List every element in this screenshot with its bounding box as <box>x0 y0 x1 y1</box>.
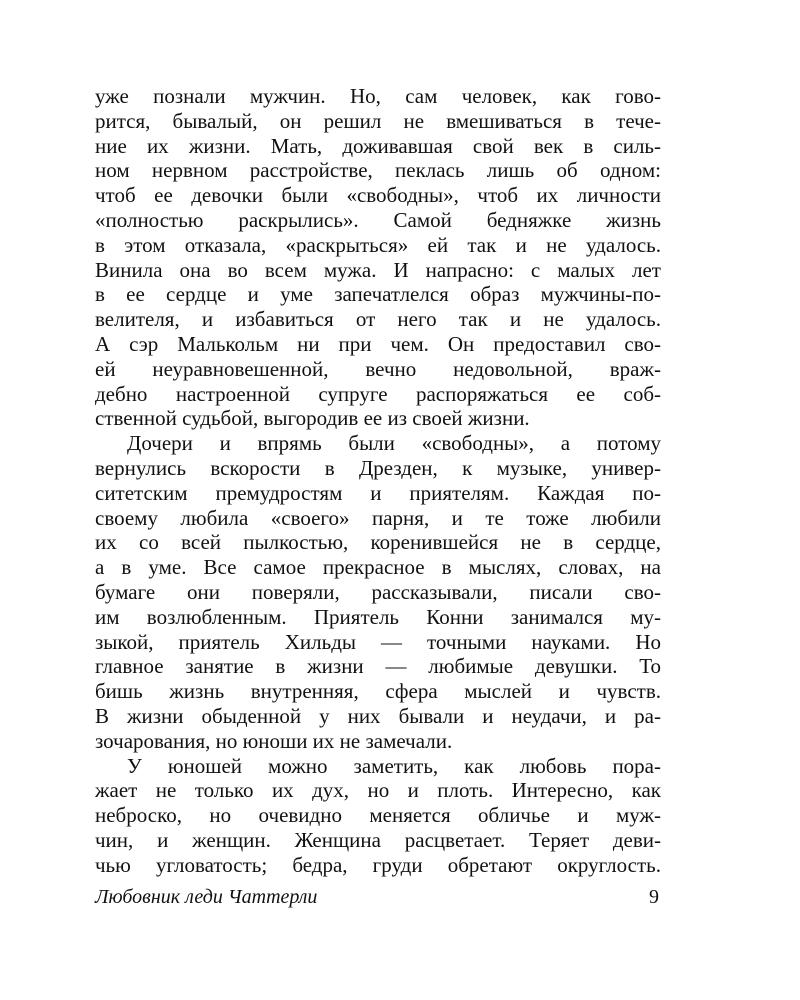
text-line: уже познали мужчин. Но, сам человек, как гово- <box>95 84 661 108</box>
text-line: В жизни обыденной у них бывали и неудачи, и ра- <box>95 703 661 728</box>
text-line: зочарования, но юноши их не замечали. <box>95 728 453 753</box>
text-line: бишь жизнь внутренняя, сфера мыслей и чувств. <box>95 679 661 704</box>
running-title: Любовник леди Чаттерли <box>95 886 318 908</box>
text-line: их со всей пылкостью, коренившейся не в сердце, <box>95 530 661 555</box>
page-number: 9 <box>649 886 659 908</box>
body-text <box>95 84 661 878</box>
text-line: в ее сердце и уме запечатлелся образ мужчины-по- <box>95 282 661 307</box>
text-line: велителя, и избавиться от него так и не удалось. <box>95 307 661 332</box>
text-line: вернулись вскорости в Дрезден, к музыке, универ- <box>95 455 661 480</box>
text-line: бумаге они поверяли, рассказывали, писали сво- <box>95 579 661 604</box>
text-line: чин, и женщин. Женщина расцветает. Теряет деви- <box>95 827 661 852</box>
text-line: в этом отказала, «раскрыться» ей так и не удалось. <box>95 232 661 257</box>
text-line: ственной судьбой, выгородив ее из своей жизни. <box>95 406 530 431</box>
text-line: ей неуравновешенной, вечно недовольной, враж- <box>95 356 661 381</box>
text-line: неброско, но очевидно меняется обличье и муж- <box>95 803 661 828</box>
text-line: ном нервном расстройстве, пеклась лишь об одном: <box>95 158 661 183</box>
text-line: рится, бывалый, он решил не вмешиваться в тече- <box>95 108 661 133</box>
page-footer <box>95 886 661 914</box>
text-line: зыкой, приятель Хильды — точными науками. Но <box>95 629 661 654</box>
text-line: Дочери и впрямь были «свободны», а потому <box>127 431 661 456</box>
text-line: чью угловатость; бедра, груди обретают округлость. <box>95 852 661 877</box>
text-line: ние их жизни. Мать, доживавшая свой век в силь- <box>95 133 661 158</box>
text-line: жает не только их дух, но и плоть. Интересно, как <box>95 778 661 803</box>
text-line: А сэр Малькольм ни при чем. Он предоставил сво- <box>95 331 661 356</box>
text-line: им возлюбленным. Приятель Конни занимался му- <box>95 604 661 629</box>
text-line: Винила она во всем мужа. И напрасно: с малых лет <box>95 257 661 282</box>
text-line: «полностью раскрылись». Самой бедняжке жизнь <box>95 207 661 232</box>
text-line: чтоб ее девочки были «свободны», чтоб их личности <box>95 183 661 208</box>
text-line: главное занятие в жизни — любимые девушки. То <box>95 654 661 679</box>
text-line: а в уме. Все самое прекрасное в мыслях, словах, на <box>95 555 661 580</box>
text-line: У юношей можно заметить, как любовь пора- <box>127 753 661 778</box>
text-line: своему любила «своего» парня, и те тоже любили <box>95 505 661 530</box>
text-line: ситетским премудростям и приятелям. Каждая по- <box>95 480 661 505</box>
text-line: дебно настроенной супруге распоряжаться ее соб- <box>95 381 661 406</box>
